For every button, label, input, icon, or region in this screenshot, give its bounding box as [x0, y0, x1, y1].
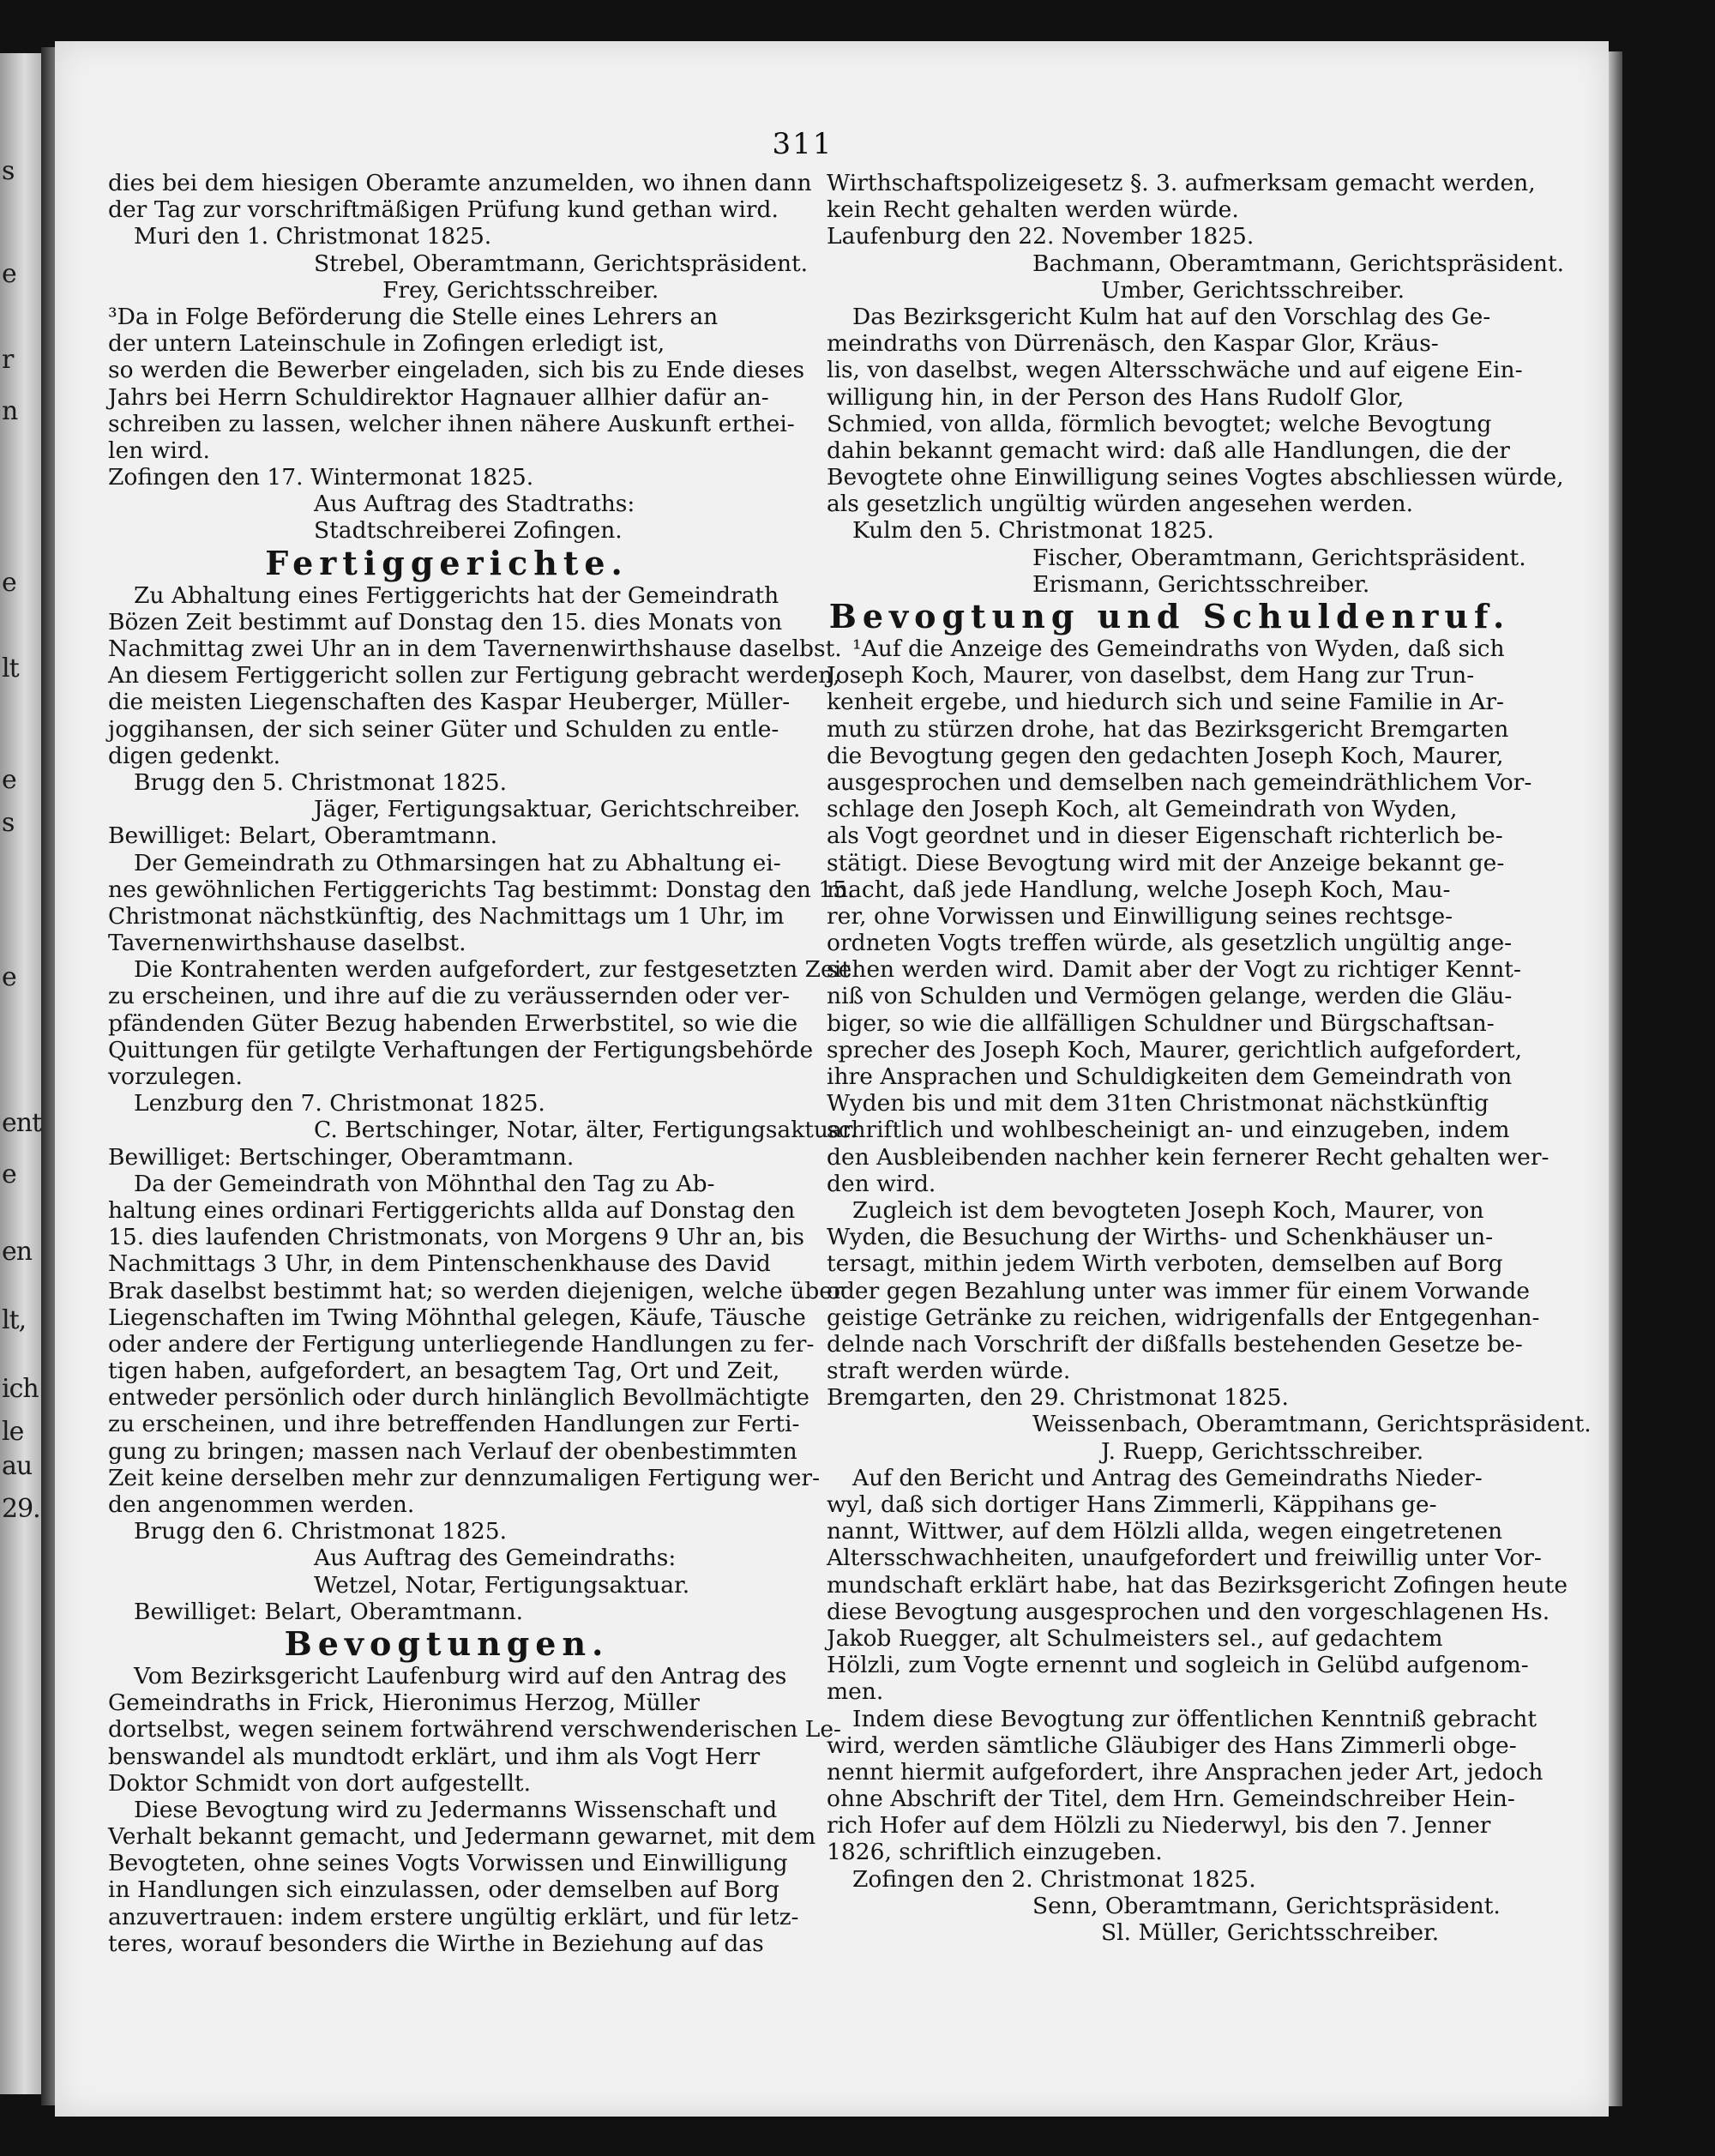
right-column-line: nannt, Wittwer, auf dem Hölzli allda, wegen eingetretenen [827, 1518, 1503, 1545]
right-column-line: die Bevogtung gegen den gedachten Joseph Koch, Maurer, [827, 742, 1504, 769]
left-column-line: Wetzel, Notar, Fertigungsaktuar. [314, 1571, 690, 1599]
left-column-line: ³Da in Folge Beförderung die Stelle eines Lehrers an [108, 303, 719, 330]
left-column-line: Frey, Gerichtsschreiber. [382, 276, 659, 304]
right-column-line: Joseph Koch, Maurer, von daselbst, dem Hang zur Trun- [827, 662, 1475, 690]
right-column-line: Senn, Oberamtmann, Gerichtspräsident. [1032, 1892, 1501, 1919]
right-column-line: Bachmann, Oberamtmann, Gerichtspräsident. [1032, 250, 1565, 277]
left-column-line: Aus Auftrag des Gemeindraths: [314, 1545, 677, 1572]
left-column [108, 170, 858, 1957]
left-column-line: Die Kontrahenten werden aufgefordert, zur festgesetzten Zeit [134, 956, 851, 984]
right-column-line: kein Recht gehalten werden würde. [827, 196, 1239, 224]
right-column-line: Wyden, die Besuchung der Wirths- und Schenkhäuser un- [827, 1224, 1494, 1251]
right-column [827, 170, 1592, 1946]
right-column-line: Kulm den 5. Christmonat 1825. [852, 517, 1214, 545]
right-column-line: Hölzli, zum Vogte ernennt und sogleich in Gelübd aufgenom- [827, 1652, 1529, 1679]
right-column-line: stätigt. Diese Bevogtung wird mit der Anzeige bekannt ge- [827, 849, 1505, 876]
right-column-line: ¹Auf die Anzeige des Gemeindraths von Wyden, daß sich [852, 635, 1505, 662]
right-column-line: oder gegen Bezahlung unter was immer für einem Vorwande [827, 1277, 1530, 1304]
left-column-line: Strebel, Oberamtmann, Gerichtspräsident. [314, 250, 809, 277]
right-column-line: Sl. Müller, Gerichtsschreiber. [1101, 1919, 1440, 1946]
right-column-line: J. Ruepp, Gerichtsschreiber. [1101, 1437, 1424, 1465]
previous-page-fragment: au [2, 1451, 33, 1481]
left-column-line: Nachmittag zwei Uhr an in dem Tavernenwirthshause daselbst. [108, 635, 842, 662]
right-column-line: rich Hofer auf dem Hölzli zu Niederwyl, bis den 7. Jenner [827, 1812, 1491, 1840]
left-column-line: der Tag zur vorschriftmäßigen Prüfung kund gethan wird. [108, 196, 779, 224]
left-column-line: dortselbst, wegen seinem fortwährend verschwenderischen Le- [108, 1716, 842, 1743]
right-column-line: Wyden bis und mit dem 31ten Christmonat nächstkünftig [827, 1090, 1489, 1117]
previous-page-fragment: le [2, 1417, 24, 1447]
left-column-line: Verhalt bekannt gemacht, und Jedermann gewarnet, mit dem [108, 1823, 816, 1851]
previous-page-fragment: e [2, 962, 16, 992]
right-column-line: Das Bezirksgericht Kulm hat auf den Vorschlag des Ge- [852, 303, 1491, 330]
right-column-line: wyl, daß sich dortiger Hans Zimmerli, Käppihans ge- [827, 1491, 1437, 1518]
right-column-line: als Vogt geordnet und in dieser Eigenschaft richterlich be- [827, 822, 1503, 850]
left-column-line: nes gewöhnlichen Fertiggerichts Tag bestimmt: Donstag den 15. [108, 876, 855, 903]
left-column-line: Liegenschaften im Twing Möhnthal gelegen, Käufe, Täusche [108, 1304, 806, 1331]
left-column-line: Brugg den 6. Christmonat 1825. [134, 1518, 508, 1545]
previous-page-fragment: n [2, 396, 18, 426]
right-column-line: diese Bevogtung ausgesprochen und den vorgeschlagenen Hs. [827, 1598, 1550, 1625]
left-column-line: Zeit keine derselben mehr zur dennzumaligen Fertigung wer- [108, 1464, 821, 1491]
left-column-line: in Handlungen sich einzulassen, oder demselben auf Borg [108, 1876, 779, 1904]
right-column-line: ihre Ansprachen und Schuldigkeiten dem Gemeindrath von [827, 1063, 1513, 1090]
left-column-line: den angenommen werden. [108, 1491, 415, 1518]
right-column-line: willigung hin, in der Person des Hans Rudolf Glor, [827, 383, 1405, 411]
section-heading: Bevogtung und Schuldenruf. [828, 597, 1511, 635]
previous-page-fragment: s [2, 156, 15, 186]
previous-page-fragment: s [2, 808, 15, 838]
left-column-line: Tavernenwirthshause daselbst. [108, 930, 466, 957]
left-column-line: oder andere der Fertigung unterliegende Handlungen zu fer- [108, 1330, 815, 1358]
right-column-line: ohne Abschrift der Titel, dem Hrn. Gemeindschreiber Hein- [827, 1786, 1515, 1813]
right-column-line: Laufenburg den 22. November 1825. [827, 223, 1255, 250]
right-column-line: dahin bekannt gemacht wird: daß alle Handlungen, die der [827, 437, 1510, 464]
right-column-line: Bremgarten, den 29. Christmonat 1825. [827, 1384, 1289, 1412]
left-column-line: der untern Lateinschule in Zofingen erledigt ist, [108, 330, 665, 358]
left-column-line: anzuvertrauen: indem erstere ungültig erklärt, und für letz- [108, 1903, 799, 1930]
right-column-line: nennt hiermit aufgefordert, ihre Ansprachen jeder Art, jedoch [827, 1758, 1544, 1786]
right-column-line: straft werden würde. [827, 1358, 1071, 1385]
left-column-line: Vom Bezirksgericht Laufenburg wird auf den Antrag des [134, 1662, 787, 1689]
left-column-line: haltung eines ordinari Fertiggerichts allda auf Donstag den [108, 1196, 796, 1224]
left-column-line: Da der Gemeindrath von Möhnthal den Tag zu Ab- [134, 1170, 715, 1197]
left-column-line: Bewilliget: Bertschinger, Oberamtmann. [108, 1143, 575, 1171]
previous-page-fragment: e [2, 568, 16, 598]
right-column-line: kenheit ergebe, und hiedurch sich und seine Familie in Ar- [827, 689, 1505, 716]
previous-page-fragment: lt, [2, 1305, 27, 1335]
right-column-line: lis, von daselbst, wegen Altersschwäche und auf eigene Ein- [827, 357, 1523, 384]
right-column-line: Schmied, von allda, förmlich bevogtet; welche Bevogtung [827, 410, 1492, 437]
left-column-line: Zofingen den 17. Wintermonat 1825. [108, 464, 534, 491]
right-column-line: sehen werden wird. Damit aber der Vogt zu richtiger Kennt- [827, 956, 1521, 984]
left-column-line: Aus Auftrag des Stadtraths: [314, 491, 635, 518]
right-column-line: tersagt, mithin jedem Wirth verboten, demselben auf Borg [827, 1250, 1503, 1278]
right-column-line: biger, so wie die allfälligen Schuldner und Bürgschaftsan- [827, 1009, 1495, 1037]
previous-page-edge [0, 53, 41, 2094]
left-column-line: Der Gemeindrath zu Othmarsingen hat zu Abhaltung ei- [134, 849, 781, 876]
left-column-line: Doktor Schmidt von dort aufgestellt. [108, 1769, 532, 1797]
right-column-line: Indem diese Bevogtung zur öffentlichen Kenntniß gebracht [852, 1705, 1537, 1732]
right-column-line: den wird. [827, 1170, 936, 1197]
right-column-line: Bevogtete ohne Einwilligung seines Vogtes abschliessen würde, [827, 464, 1564, 491]
previous-page-fragment: e [2, 259, 16, 289]
right-column-line: schriftlich und wohlbescheinigt an- und einzugeben, indem [827, 1117, 1510, 1144]
left-column-line: len wird. [108, 437, 210, 464]
left-column-line: Lenzburg den 7. Christmonat 1825. [134, 1090, 545, 1117]
previous-page-fragment: e [2, 1159, 16, 1189]
left-column-line: Muri den 1. Christmonat 1825. [134, 223, 492, 250]
right-column-line: Wirthschaftspolizeigesetz §. 3. aufmerksam gemacht werden, [827, 170, 1536, 196]
page-edge-shadow [1609, 51, 1622, 2106]
right-column-line: Auf den Bericht und Antrag des Gemeindraths Nieder- [852, 1464, 1483, 1491]
previous-page-fragment: ent [2, 1108, 42, 1138]
left-column-line: tigen haben, aufgefordert, an besagtem Tag, Ort und Zeit, [108, 1358, 780, 1385]
left-column-line: Bözen Zeit bestimmt auf Donstag den 15. dies Monats von [108, 608, 783, 635]
previous-page-fragment: e [2, 765, 16, 795]
left-column-line: Jäger, Fertigungsaktuar, Gerichtschreiber. [314, 796, 801, 823]
left-column-line: Diese Bevogtung wird zu Jedermanns Wissenschaft und [134, 1796, 778, 1823]
previous-page-fragment: 29. [2, 1494, 40, 1524]
left-column-line: Bewilliget: Belart, Oberamtmann. [134, 1598, 524, 1625]
left-column-line: Brak daselbst bestimmt hat; so werden diejenigen, welche über [108, 1277, 844, 1304]
right-column-line: sprecher des Joseph Koch, Maurer, gerichtlich aufgefordert, [827, 1036, 1523, 1063]
left-column-line: joggihansen, der sich seiner Güter und Schulden zu entle- [108, 715, 779, 743]
left-column-line: zu erscheinen, und ihre betreffenden Handlungen zur Ferti- [108, 1411, 800, 1438]
previous-page-fragment: lt [2, 653, 19, 684]
left-column-line: digen gedenkt. [108, 742, 281, 769]
left-column-line: Stadtschreiberei Zofingen. [314, 517, 623, 545]
right-column-line: meindraths von Dürrenäsch, den Kaspar Glor, Kräus- [827, 330, 1439, 358]
previous-page-fragment: r [2, 345, 14, 375]
right-column-line: als gesetzlich ungültig würden angesehen werden. [827, 491, 1414, 518]
left-column-line: Zu Abhaltung eines Fertiggerichts hat der Gemeindrath [134, 581, 779, 609]
left-column-line: Bewilliget: Belart, Oberamtmann. [108, 822, 498, 850]
left-column-line: die meisten Liegenschaften des Kaspar Heuberger, Müller- [108, 689, 791, 716]
left-column-line: Bevogteten, ohne seines Vogts Vorwissen und Einwilligung [108, 1850, 788, 1877]
previous-page-fragment: en [2, 1237, 33, 1267]
left-column-line: dies bei dem hiesigen Oberamte anzumelden, wo ihnen dann [108, 170, 812, 196]
section-heading: Fertiggerichte. [265, 543, 629, 582]
right-column-line: Zofingen den 2. Christmonat 1825. [852, 1865, 1256, 1893]
right-column-line: Altersschwachheiten, unaufgefordert und freiwillig unter Vor- [827, 1545, 1542, 1572]
left-column-line: vorzulegen. [108, 1063, 243, 1090]
left-column-line: An diesem Fertiggericht sollen zur Fertigung gebracht werden, [108, 662, 840, 690]
left-column-line: Quittungen für getilgte Verhaftungen der Fertigungsbehörde [108, 1036, 814, 1063]
right-column-line: muth zu stürzen drohe, hat das Bezirksgericht Bremgarten [827, 715, 1509, 743]
left-column-line: 15. dies laufenden Christmonats, von Morgens 9 Uhr an, bis [108, 1224, 804, 1251]
right-column-line: wird, werden sämtliche Gläubiger des Hans Zimmerli obge- [827, 1731, 1517, 1759]
left-column-line: gung zu bringen; massen nach Verlauf der obenbestimmten [108, 1437, 797, 1465]
right-column-line: niß von Schulden und Vermögen gelange, werden die Gläu- [827, 983, 1513, 1010]
right-column-line: den Ausbleibenden nachher kein fernerer Recht gehalten wer- [827, 1143, 1550, 1171]
right-column-line: Zugleich ist dem bevogteten Joseph Koch, Maurer, von [852, 1196, 1484, 1224]
left-column-line: Christmonat nächstkünftig, des Nachmittags um 1 Uhr, im [108, 902, 785, 930]
left-column-line: zu erscheinen, und ihre auf die zu veräussernden oder ver- [108, 983, 790, 1010]
left-column-line: Gemeindraths in Frick, Hieronimus Herzog, Müller [108, 1689, 700, 1717]
left-column-line: Nachmittags 3 Uhr, in dem Pintenschenkhause des David [108, 1250, 771, 1278]
left-column-line: pfändenden Güter Bezug habenden Erwerbstitel, so wie die [108, 1009, 798, 1037]
right-column-line: men. [827, 1678, 884, 1706]
left-column-line: C. Bertschinger, Notar, älter, Fertigungsaktuar. [314, 1117, 858, 1144]
right-column-line: macht, daß jede Handlung, welche Joseph Koch, Mau- [827, 876, 1451, 903]
left-column-line: Jahrs bei Herrn Schuldirektor Hagnauer allhier dafür an- [108, 383, 769, 411]
left-column-line: entweder persönlich oder durch hinlänglich Bevollmächtigte [108, 1384, 809, 1412]
right-column-line: geistige Getränke zu reichen, widrigenfalls der Entgegenhan- [827, 1304, 1540, 1331]
left-column-line: benswandel als mundtodt erklärt, und ihm als Vogt Herr [108, 1743, 761, 1770]
page-number: 311 [772, 127, 833, 161]
right-column-line: Fischer, Oberamtmann, Gerichtspräsident. [1032, 544, 1526, 571]
left-column-line: so werden die Bewerber eingeladen, sich bis zu Ende dieses [108, 357, 805, 384]
right-column-line: rer, ohne Vorwissen und Einwilligung seines rechtsge- [827, 902, 1453, 930]
right-column-line: Erismann, Gerichtsschreiber. [1032, 570, 1370, 598]
right-column-line: 1826, schriftlich einzugeben. [827, 1839, 1163, 1866]
document-page [55, 41, 1609, 2117]
left-column-line: schreiben zu lassen, welcher ihnen nähere Auskunft erthei- [108, 410, 795, 437]
previous-page-fragment: ich [2, 1374, 39, 1404]
right-column-line: ausgesprochen und demselben nach gemeindräthlichem Vor- [827, 768, 1532, 796]
left-column-line: teres, worauf besonders die Wirthe in Beziehung auf das [108, 1930, 764, 1957]
right-column-line: ordneten Vogts treffen würde, als gesetzlich ungültig ange- [827, 930, 1513, 957]
right-column-line: Umber, Gerichtsschreiber. [1101, 276, 1405, 304]
section-heading: Bevogtungen. [284, 1623, 610, 1663]
left-column-line: Brugg den 5. Christmonat 1825. [134, 768, 508, 796]
right-column-line: Jakob Ruegger, alt Schulmeisters sel., auf gedachtem [827, 1624, 1443, 1652]
right-column-line: mundschaft erklärt habe, hat das Bezirksgericht Zofingen heute [827, 1571, 1568, 1599]
right-column-line: Weissenbach, Oberamtmann, Gerichtspräsident. [1032, 1411, 1592, 1438]
right-column-line: schlage den Joseph Koch, alt Gemeindrath von Wyden, [827, 796, 1458, 823]
right-column-line: delnde nach Vorschrift der dißfalls bestehenden Gesetze be- [827, 1330, 1523, 1358]
